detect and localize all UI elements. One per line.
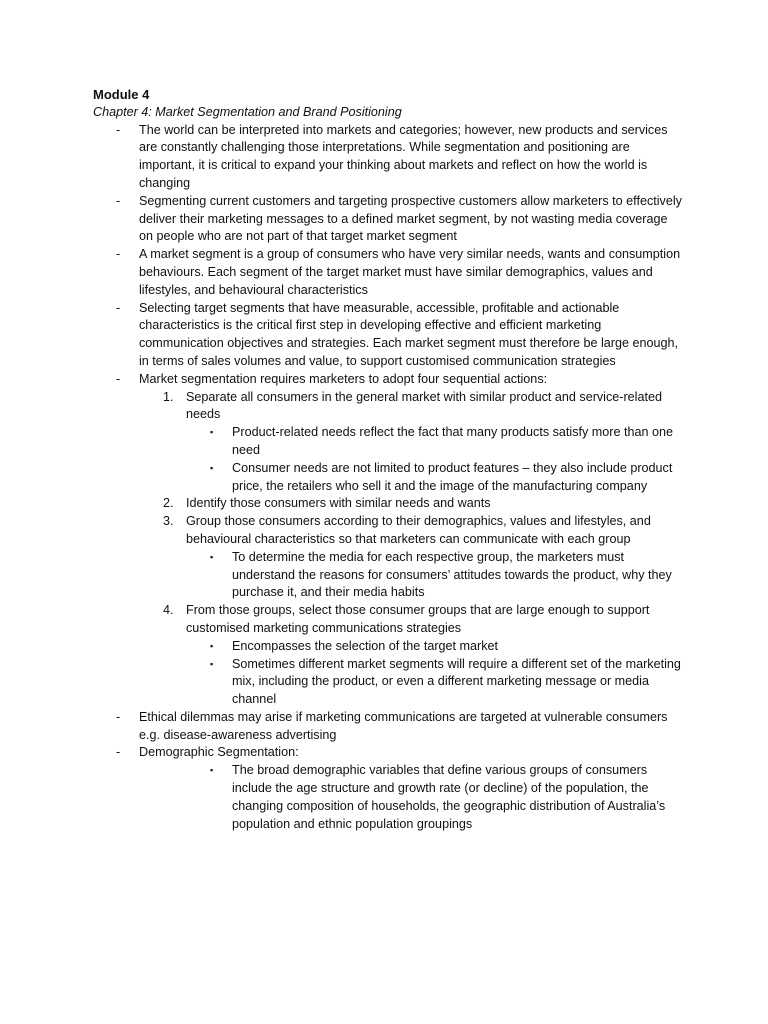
numbered-step	[93, 513, 683, 549]
sub-bullet	[93, 549, 683, 602]
list-item	[93, 246, 683, 299]
step-text: Identify those consumers with similar needs and wants	[186, 496, 491, 511]
list-item	[93, 122, 683, 193]
list-item-text: Segmenting current customers and targeting prospective customers allow marketers to effectively deliver their marketing messages to a defined market segment, by not wasting media coverage on people who are not part of that target market segment	[139, 193, 682, 244]
numbered-step	[93, 389, 683, 425]
square-bullet-icon: ▪	[210, 765, 214, 776]
square-bullet-icon: ▪	[210, 640, 214, 651]
dash-marker: -	[116, 709, 121, 724]
dash-marker: -	[116, 247, 121, 262]
sub-bullet	[93, 460, 683, 496]
sub-bullet	[93, 638, 683, 656]
list-item-text: The world can be interpreted into markets and categories; however, new products and services are constantly challenging those interpretations. While segmentation and positioning are important, it is critical to expand your thinking about markets and reflect on how the world is changing	[139, 122, 668, 190]
dash-marker: -	[116, 745, 121, 760]
document-page	[93, 86, 683, 833]
list-item	[93, 193, 683, 246]
step-number: 4.	[163, 603, 174, 618]
step-text: From those groups, select those consumer groups that are large enough to support customised marketing communications strategies	[186, 603, 650, 635]
list-item-text: Ethical dilemmas may arise if marketing communications are targeted at vulnerable consumers e.g. disease-awareness advertising	[139, 709, 668, 742]
list-item	[93, 300, 683, 371]
square-bullet-icon: ▪	[210, 551, 214, 562]
chapter-subtitle: Chapter 4: Market Segmentation and Brand Positioning	[93, 104, 402, 119]
step-number: 3.	[163, 514, 174, 529]
dash-marker: -	[116, 371, 121, 386]
sub-bullet-text: Sometimes different market segments will require a different set of the marketing mix, including the product, or even a different marketing message or media channel	[232, 656, 681, 707]
square-bullet-icon: ▪	[210, 658, 214, 669]
sub-bullet	[93, 762, 683, 833]
sub-bullet-text: Product-related needs reflect the fact that many products satisfy more than one need	[232, 425, 674, 457]
sub-bullet-text: The broad demographic variables that define various groups of consumers include the age structure and growth rate (or decline) of the population, the changing composition of households, the geographic distribution of Australia’s population and ethnic population groupings	[232, 763, 666, 831]
square-bullet-icon: ▪	[210, 427, 214, 438]
numbered-step	[93, 495, 683, 513]
step-text: Group those consumers according to their demographics, values and lifestyles, and behavioural characteristics so that marketers can communicate with each group	[186, 514, 651, 546]
step-number: 1.	[163, 389, 174, 404]
dash-marker: -	[116, 193, 121, 208]
sub-bullet	[93, 424, 683, 460]
list-item	[93, 709, 683, 745]
list-item-text: Market segmentation requires marketers to adopt four sequential actions:	[139, 371, 548, 386]
module-title: Module 4	[93, 87, 150, 102]
numbered-step	[93, 602, 683, 638]
dash-marker: -	[116, 122, 121, 137]
list-item-text: A market segment is a group of consumers who have very similar needs, wants and consumption behaviours. Each segment of the target market must have similar demographics, values and lifestyles, and behavioural characteristics	[139, 247, 681, 297]
step-number: 2.	[163, 496, 174, 511]
sub-bullet-text: To determine the media for each respective group, the marketers must understand the reasons for consumers’ attitudes towards the product, why they purchase it, and their media habits	[232, 549, 672, 600]
list-item	[93, 744, 683, 762]
step-text: Separate all consumers in the general market with similar product and service-related needs	[186, 389, 662, 422]
square-bullet-icon: ▪	[210, 462, 214, 473]
demographic-heading: Demographic Segmentation:	[139, 745, 299, 760]
list-item	[93, 371, 683, 389]
sub-bullet-text: Consumer needs are not limited to product features – they also include product price, the retailers who sell it and the image of the manufacturing company	[232, 460, 673, 493]
sub-bullet-text: Encompasses the selection of the target market	[232, 638, 499, 653]
dash-marker: -	[116, 300, 121, 315]
list-item-text: Selecting target segments that have measurable, accessible, profitable and actionable characteristics is the critical first step in developing effective and efficient marketing communication objectives and strategies. Each market segment must therefore be large enough, in terms of sales volumes and value, to support customised communication strategies	[139, 300, 679, 368]
sub-bullet	[93, 656, 683, 709]
